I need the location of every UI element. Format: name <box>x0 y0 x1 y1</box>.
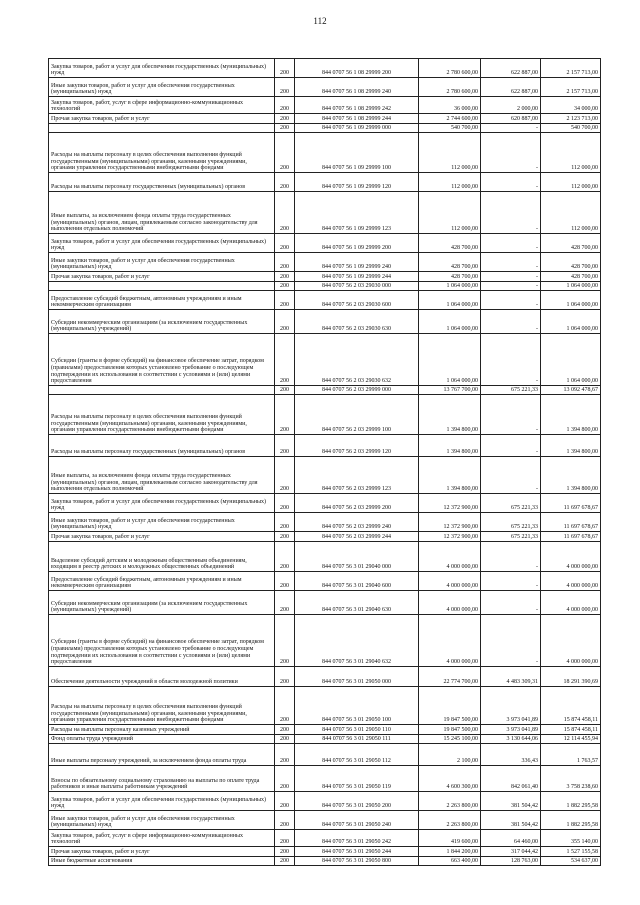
row-name-cell: Предоставление субсидий бюджетным, автономным учреждениям и иным некоммерческим организациям <box>49 572 275 591</box>
row-name-cell: Взносы по обязательному социальному страхованию на выплаты по оплате труда работников и иные выплаты работникам учреждений <box>49 766 275 792</box>
unexecuted-amount-cell: 1 763,57 <box>541 744 601 766</box>
row-name-cell: Иные закупки товаров, работ и услуг для обеспечения государственных (муниципальных) нужд <box>49 253 275 272</box>
unexecuted-amount-cell: 1 064 000,00 <box>541 282 601 291</box>
executed-amount-cell: 3 130 644,06 <box>481 735 541 744</box>
approved-amount-cell: 4 000 000,00 <box>419 615 481 667</box>
budget-code-cell: 844 0707 56 3 01 29050 244 <box>295 847 419 857</box>
row-name-cell: Обеспечение деятельности учреждений в области молодежной политики <box>49 667 275 687</box>
unexecuted-amount-cell: 2 157 713,00 <box>541 78 601 97</box>
row-name-cell: Прочая закупка товаров, работ и услуг <box>49 847 275 857</box>
approved-amount-cell: 112 000,00 <box>419 133 481 173</box>
executed-amount-cell: - <box>481 124 541 133</box>
unexecuted-amount-cell: 2 123 713,00 <box>541 114 601 124</box>
executed-amount-cell: 3 973 041,89 <box>481 687 541 725</box>
approved-amount-cell: 112 000,00 <box>419 173 481 192</box>
unexecuted-amount-cell: 18 291 390,69 <box>541 667 601 687</box>
row-name-cell: Закупка товаров, работ и услуг для обеспечения государственных (муниципальных) нужд <box>49 792 275 811</box>
unexecuted-amount-cell: 15 874 458,11 <box>541 687 601 725</box>
line-code-cell: 200 <box>275 59 295 78</box>
unexecuted-amount-cell: 428 700,00 <box>541 234 601 253</box>
table-row <box>49 310 601 334</box>
table-row <box>49 572 601 591</box>
line-code-cell: 200 <box>275 744 295 766</box>
budget-execution-table <box>48 58 601 866</box>
table-row <box>49 192 601 234</box>
unexecuted-amount-cell: 34 000,00 <box>541 97 601 114</box>
row-name-cell <box>49 124 275 133</box>
unexecuted-amount-cell: 112 000,00 <box>541 173 601 192</box>
row-name-cell: Расходы на выплаты персоналу в целях обеспечения выполнения функций государственными (муниципальными) органами, казенными учреждениями, органами управления государственными внебюджетными фондами <box>49 687 275 725</box>
unexecuted-amount-cell: 112 000,00 <box>541 133 601 173</box>
executed-amount-cell: - <box>481 457 541 494</box>
budget-code-cell: 844 0707 56 2 03 29030 000 <box>295 282 419 291</box>
row-name-cell: Фонд оплаты труда учреждений <box>49 735 275 744</box>
budget-code-cell: 844 0707 56 3 01 29050 240 <box>295 811 419 830</box>
unexecuted-amount-cell: 1 064 000,00 <box>541 334 601 386</box>
row-name-cell: Субсидии некоммерческим организациям (за исключением государственных (муниципальных) учреждений) <box>49 591 275 615</box>
line-code-cell: 200 <box>275 667 295 687</box>
budget-code-cell: 844 0707 56 1 09 29999 244 <box>295 272 419 282</box>
unexecuted-amount-cell: 428 700,00 <box>541 272 601 282</box>
executed-amount-cell: - <box>481 310 541 334</box>
table-row <box>49 532 601 542</box>
line-code-cell: 200 <box>275 615 295 667</box>
budget-code-cell: 844 0707 56 1 08 29999 244 <box>295 114 419 124</box>
executed-amount-cell: 317 044,42 <box>481 847 541 857</box>
approved-amount-cell: 1 064 000,00 <box>419 310 481 334</box>
approved-amount-cell: 419 600,00 <box>419 830 481 847</box>
row-name-cell <box>49 386 275 395</box>
budget-code-cell: 844 0707 56 3 01 29050 110 <box>295 725 419 735</box>
table-row <box>49 494 601 513</box>
line-code-cell: 200 <box>275 253 295 272</box>
table-row <box>49 744 601 766</box>
table-row <box>49 792 601 811</box>
approved-amount-cell: 663 400,00 <box>419 857 481 866</box>
unexecuted-amount-cell: 1 527 155,58 <box>541 847 601 857</box>
approved-amount-cell: 540 700,00 <box>419 124 481 133</box>
table-row <box>49 847 601 857</box>
budget-code-cell: 844 0707 56 3 01 29050 000 <box>295 667 419 687</box>
table-row <box>49 114 601 124</box>
line-code-cell: 200 <box>275 435 295 457</box>
unexecuted-amount-cell: 428 700,00 <box>541 253 601 272</box>
executed-amount-cell: - <box>481 192 541 234</box>
executed-amount-cell: - <box>481 334 541 386</box>
approved-amount-cell: 12 372 900,00 <box>419 494 481 513</box>
approved-amount-cell: 2 780 600,00 <box>419 78 481 97</box>
row-name-cell: Расходы на выплаты персоналу государственных (муниципальных) органов <box>49 173 275 192</box>
line-code-cell: 200 <box>275 857 295 866</box>
table-row <box>49 591 601 615</box>
row-name-cell: Прочая закупка товаров, работ и услуг <box>49 272 275 282</box>
budget-code-cell: 844 0707 56 1 09 29999 123 <box>295 192 419 234</box>
executed-amount-cell: - <box>481 395 541 435</box>
row-name-cell: Закупка товаров, работ и услуг для обеспечения государственных (муниципальных) нужд <box>49 494 275 513</box>
executed-amount-cell: 3 973 041,89 <box>481 725 541 735</box>
line-code-cell: 200 <box>275 173 295 192</box>
table-row <box>49 97 601 114</box>
row-name-cell: Выделение субсидий детским и молодежным общественным объединениям, входящим в реестр детских и молодежных общественных объединений <box>49 542 275 572</box>
executed-amount-cell: - <box>481 291 541 310</box>
line-code-cell: 200 <box>275 735 295 744</box>
line-code-cell: 200 <box>275 192 295 234</box>
approved-amount-cell: 1 394 800,00 <box>419 435 481 457</box>
executed-amount-cell: 675 221,33 <box>481 532 541 542</box>
row-name-cell: Прочая закупка товаров, работ и услуг <box>49 532 275 542</box>
executed-amount-cell: - <box>481 282 541 291</box>
unexecuted-amount-cell: 11 697 678,67 <box>541 532 601 542</box>
line-code-cell: 200 <box>275 114 295 124</box>
budget-code-cell: 844 0707 56 2 03 29999 123 <box>295 457 419 494</box>
row-name-cell: Закупка товаров, работ и услуг для обеспечения государственных (муниципальных) нужд <box>49 59 275 78</box>
approved-amount-cell: 4 000 000,00 <box>419 572 481 591</box>
executed-amount-cell: - <box>481 234 541 253</box>
executed-amount-cell: 842 061,40 <box>481 766 541 792</box>
approved-amount-cell: 2 780 600,00 <box>419 59 481 78</box>
unexecuted-amount-cell: 355 140,00 <box>541 830 601 847</box>
table-row <box>49 282 601 291</box>
unexecuted-amount-cell: 4 000 000,00 <box>541 615 601 667</box>
table-row <box>49 667 601 687</box>
executed-amount-cell: 622 887,00 <box>481 78 541 97</box>
line-code-cell: 200 <box>275 725 295 735</box>
budget-code-cell: 844 0707 56 1 09 29999 120 <box>295 173 419 192</box>
budget-code-cell: 844 0707 56 3 01 29040 630 <box>295 591 419 615</box>
approved-amount-cell: 428 700,00 <box>419 272 481 282</box>
row-name-cell: Расходы на выплаты персоналу казенных учреждений <box>49 725 275 735</box>
unexecuted-amount-cell: 1 394 800,00 <box>541 435 601 457</box>
budget-code-cell: 844 0707 56 2 03 29030 600 <box>295 291 419 310</box>
line-code-cell: 200 <box>275 766 295 792</box>
table-row <box>49 173 601 192</box>
approved-amount-cell: 1 394 800,00 <box>419 395 481 435</box>
budget-code-cell: 844 0707 56 1 08 29999 240 <box>295 78 419 97</box>
unexecuted-amount-cell: 540 700,00 <box>541 124 601 133</box>
approved-amount-cell: 1 064 000,00 <box>419 291 481 310</box>
executed-amount-cell: - <box>481 572 541 591</box>
line-code-cell: 200 <box>275 572 295 591</box>
row-name-cell <box>49 282 275 291</box>
executed-amount-cell: - <box>481 435 541 457</box>
unexecuted-amount-cell: 3 758 238,60 <box>541 766 601 792</box>
row-name-cell: Иные закупки товаров, работ и услуг для обеспечения государственных (муниципальных) нужд <box>49 811 275 830</box>
approved-amount-cell: 1 064 000,00 <box>419 334 481 386</box>
budget-code-cell: 844 0707 56 2 03 29999 120 <box>295 435 419 457</box>
budget-code-cell: 844 0707 56 3 01 29050 111 <box>295 735 419 744</box>
budget-code-cell: 844 0707 56 2 03 29999 200 <box>295 494 419 513</box>
approved-amount-cell: 13 767 700,00 <box>419 386 481 395</box>
line-code-cell: 200 <box>275 282 295 291</box>
row-name-cell: Расходы на выплаты персоналу в целях обеспечения выполнения функций государственными (муниципальными) органами, казенными учреждениями, органами управления государственными внебюджетными фондами <box>49 133 275 173</box>
budget-code-cell: 844 0707 56 2 03 29030 632 <box>295 334 419 386</box>
budget-code-cell: 844 0707 56 2 03 29999 100 <box>295 395 419 435</box>
row-name-cell: Иные закупки товаров, работ и услуг для обеспечения государственных (муниципальных) нужд <box>49 513 275 532</box>
page-number: 112 <box>313 16 327 26</box>
approved-amount-cell: 2 263 800,00 <box>419 792 481 811</box>
row-name-cell: Предоставление субсидий бюджетным, автономным учреждениям и иным некоммерческим организациям <box>49 291 275 310</box>
line-code-cell: 200 <box>275 494 295 513</box>
line-code-cell: 200 <box>275 542 295 572</box>
approved-amount-cell: 15 245 100,00 <box>419 735 481 744</box>
unexecuted-amount-cell: 4 000 000,00 <box>541 591 601 615</box>
executed-amount-cell: - <box>481 173 541 192</box>
executed-amount-cell: 675 221,33 <box>481 513 541 532</box>
table-row <box>49 291 601 310</box>
executed-amount-cell: 381 504,42 <box>481 792 541 811</box>
row-name-cell: Расходы на выплаты персоналу в целях обеспечения выполнения функций государственными (муниципальными) органами, казенными учреждениями, органами управления государственными внебюджетными фондами <box>49 395 275 435</box>
unexecuted-amount-cell: 1 882 295,58 <box>541 792 601 811</box>
row-name-cell: Закупка товаров, работ и услуг для обеспечения государственных (муниципальных) нужд <box>49 234 275 253</box>
table-row <box>49 542 601 572</box>
executed-amount-cell: 675 221,33 <box>481 386 541 395</box>
unexecuted-amount-cell: 4 000 000,00 <box>541 542 601 572</box>
line-code-cell: 200 <box>275 124 295 133</box>
row-name-cell: Иные выплаты, за исключением фонда оплаты труда государственных (муниципальных) органов, лицам, привлекаемым согласно законодательству для выполнения отдельных полномочий <box>49 457 275 494</box>
table-row <box>49 830 601 847</box>
row-name-cell: Субсидии некоммерческим организациям (за исключением государственных (муниципальных) учреждений) <box>49 310 275 334</box>
budget-code-cell: 844 0707 56 2 03 29999 244 <box>295 532 419 542</box>
line-code-cell: 200 <box>275 78 295 97</box>
budget-code-cell: 844 0707 56 3 01 29050 119 <box>295 766 419 792</box>
table-row <box>49 457 601 494</box>
approved-amount-cell: 112 000,00 <box>419 192 481 234</box>
line-code-cell: 200 <box>275 97 295 114</box>
row-name-cell: Закупка товаров, работ, услуг в сфере информационно-коммуникационных технологий <box>49 830 275 847</box>
line-code-cell: 200 <box>275 386 295 395</box>
executed-amount-cell: 128 763,00 <box>481 857 541 866</box>
line-code-cell: 200 <box>275 395 295 435</box>
unexecuted-amount-cell: 1 064 000,00 <box>541 310 601 334</box>
row-name-cell: Иные выплаты персоналу учреждений, за исключением фонда оплаты труда <box>49 744 275 766</box>
approved-amount-cell: 4 600 300,00 <box>419 766 481 792</box>
budget-code-cell: 844 0707 56 3 01 29040 600 <box>295 572 419 591</box>
executed-amount-cell: 620 887,00 <box>481 114 541 124</box>
line-code-cell: 200 <box>275 133 295 173</box>
line-code-cell: 200 <box>275 234 295 253</box>
budget-code-cell: 844 0707 56 2 03 29999 240 <box>295 513 419 532</box>
executed-amount-cell: - <box>481 591 541 615</box>
line-code-cell: 200 <box>275 334 295 386</box>
line-code-cell: 200 <box>275 457 295 494</box>
unexecuted-amount-cell: 1 394 800,00 <box>541 395 601 435</box>
unexecuted-amount-cell: 13 092 478,67 <box>541 386 601 395</box>
budget-code-cell: 844 0707 56 3 01 29050 112 <box>295 744 419 766</box>
unexecuted-amount-cell: 534 637,00 <box>541 857 601 866</box>
table-row <box>49 59 601 78</box>
unexecuted-amount-cell: 12 114 455,94 <box>541 735 601 744</box>
row-name-cell: Субсидии (гранты в форме субсидий) на финансовое обеспечение затрат, порядком (правилами) предоставления которых установлено требование о последующем подтверждении их использования в соответствии с условиями и (или) целями предоставления <box>49 615 275 667</box>
approved-amount-cell: 4 000 000,00 <box>419 591 481 615</box>
row-name-cell: Иные закупки товаров, работ и услуг для обеспечения государственных (муниципальных) нужд <box>49 78 275 97</box>
line-code-cell: 200 <box>275 847 295 857</box>
executed-amount-cell: - <box>481 133 541 173</box>
approved-amount-cell: 1 064 000,00 <box>419 282 481 291</box>
executed-amount-cell: 2 000,00 <box>481 97 541 114</box>
executed-amount-cell: - <box>481 615 541 667</box>
executed-amount-cell: 336,43 <box>481 744 541 766</box>
approved-amount-cell: 1 394 800,00 <box>419 457 481 494</box>
budget-code-cell: 844 0707 56 2 03 29999 000 <box>295 386 419 395</box>
executed-amount-cell: 381 504,42 <box>481 811 541 830</box>
line-code-cell: 200 <box>275 272 295 282</box>
approved-amount-cell: 19 847 500,00 <box>419 725 481 735</box>
unexecuted-amount-cell: 112 000,00 <box>541 192 601 234</box>
executed-amount-cell: - <box>481 253 541 272</box>
table-row <box>49 234 601 253</box>
table-row <box>49 78 601 97</box>
unexecuted-amount-cell: 11 697 678,67 <box>541 513 601 532</box>
row-name-cell: Расходы на выплаты персоналу государственных (муниципальных) органов <box>49 435 275 457</box>
table-row <box>49 766 601 792</box>
line-code-cell: 200 <box>275 591 295 615</box>
approved-amount-cell: 22 774 700,00 <box>419 667 481 687</box>
row-name-cell: Иные бюджетные ассигнования <box>49 857 275 866</box>
line-code-cell: 200 <box>275 830 295 847</box>
table-row <box>49 124 601 133</box>
row-name-cell: Субсидии (гранты в форме субсидий) на финансовое обеспечение затрат, порядком (правилами) предоставления которых установлено требование о последующем подтверждении их использования в соответствии с условиями и (или) целями предоставления <box>49 334 275 386</box>
budget-code-cell: 844 0707 56 1 09 29999 000 <box>295 124 419 133</box>
approved-amount-cell: 4 000 000,00 <box>419 542 481 572</box>
budget-code-cell: 844 0707 56 1 08 29999 200 <box>295 59 419 78</box>
unexecuted-amount-cell: 2 157 713,00 <box>541 59 601 78</box>
table-body <box>49 59 601 866</box>
table-row <box>49 615 601 667</box>
table-row <box>49 811 601 830</box>
row-name-cell: Иные выплаты, за исключением фонда оплаты труда государственных (муниципальных) органов, лицам, привлекаемым согласно законодательству для выполнения отдельных полномочий <box>49 192 275 234</box>
unexecuted-amount-cell: 1 064 000,00 <box>541 291 601 310</box>
executed-amount-cell: 622 887,00 <box>481 59 541 78</box>
executed-amount-cell: - <box>481 272 541 282</box>
table-row <box>49 334 601 386</box>
line-code-cell: 200 <box>275 310 295 334</box>
table-row <box>49 735 601 744</box>
unexecuted-amount-cell: 4 000 000,00 <box>541 572 601 591</box>
budget-code-cell: 844 0707 56 3 01 29040 632 <box>295 615 419 667</box>
approved-amount-cell: 428 700,00 <box>419 253 481 272</box>
table-row <box>49 435 601 457</box>
unexecuted-amount-cell: 1 394 800,00 <box>541 457 601 494</box>
approved-amount-cell: 12 372 900,00 <box>419 513 481 532</box>
line-code-cell: 200 <box>275 687 295 725</box>
table-row <box>49 513 601 532</box>
unexecuted-amount-cell: 15 874 458,11 <box>541 725 601 735</box>
line-code-cell: 200 <box>275 532 295 542</box>
executed-amount-cell: - <box>481 542 541 572</box>
approved-amount-cell: 12 372 900,00 <box>419 532 481 542</box>
line-code-cell: 200 <box>275 792 295 811</box>
line-code-cell: 200 <box>275 513 295 532</box>
table-row <box>49 395 601 435</box>
approved-amount-cell: 2 744 600,00 <box>419 114 481 124</box>
budget-code-cell: 844 0707 56 2 03 29030 630 <box>295 310 419 334</box>
table-row <box>49 253 601 272</box>
approved-amount-cell: 19 847 500,00 <box>419 687 481 725</box>
budget-code-cell: 844 0707 56 3 01 29040 000 <box>295 542 419 572</box>
budget-code-cell: 844 0707 56 1 09 29999 240 <box>295 253 419 272</box>
budget-code-cell: 844 0707 56 3 01 29050 800 <box>295 857 419 866</box>
approved-amount-cell: 1 844 200,00 <box>419 847 481 857</box>
approved-amount-cell: 2 263 800,00 <box>419 811 481 830</box>
table-row <box>49 725 601 735</box>
budget-code-cell: 844 0707 56 3 01 29050 100 <box>295 687 419 725</box>
budget-code-cell: 844 0707 56 3 01 29050 242 <box>295 830 419 847</box>
row-name-cell: Прочая закупка товаров, работ и услуг <box>49 114 275 124</box>
executed-amount-cell: 4 483 309,31 <box>481 667 541 687</box>
row-name-cell: Закупка товаров, работ, услуг в сфере информационно-коммуникационных технологий <box>49 97 275 114</box>
table-row <box>49 272 601 282</box>
approved-amount-cell: 36 000,00 <box>419 97 481 114</box>
budget-code-cell: 844 0707 56 1 09 29999 200 <box>295 234 419 253</box>
table-row <box>49 687 601 725</box>
line-code-cell: 200 <box>275 291 295 310</box>
budget-code-cell: 844 0707 56 1 08 29999 242 <box>295 97 419 114</box>
executed-amount-cell: 675 221,33 <box>481 494 541 513</box>
approved-amount-cell: 2 100,00 <box>419 744 481 766</box>
executed-amount-cell: 64 460,00 <box>481 830 541 847</box>
budget-code-cell: 844 0707 56 1 09 29999 100 <box>295 133 419 173</box>
budget-code-cell: 844 0707 56 3 01 29050 200 <box>295 792 419 811</box>
approved-amount-cell: 428 700,00 <box>419 234 481 253</box>
table-row <box>49 133 601 173</box>
table-row <box>49 386 601 395</box>
unexecuted-amount-cell: 11 697 678,67 <box>541 494 601 513</box>
line-code-cell: 200 <box>275 811 295 830</box>
table-row <box>49 857 601 866</box>
unexecuted-amount-cell: 1 882 295,58 <box>541 811 601 830</box>
